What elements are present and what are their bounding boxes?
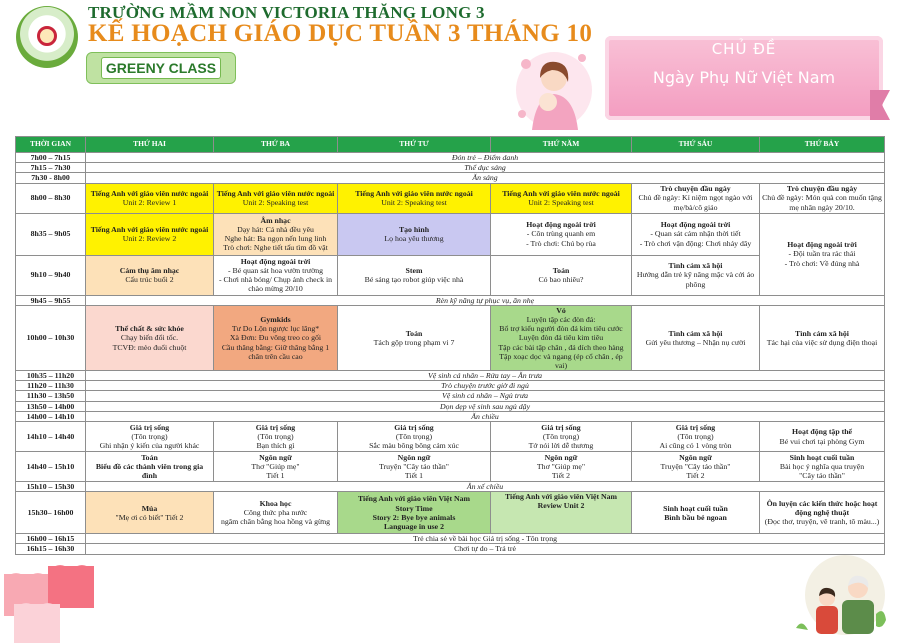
- activity-title: Thể chất & sức khỏe: [115, 324, 184, 334]
- activity-title: Giá trị sống: [129, 422, 170, 432]
- activity-detail: Tập các bài tập chân , đá dích theo hàng: [498, 342, 624, 352]
- table-row: [16, 295, 885, 305]
- routine-cell: Trò chuyện trước giờ đi ngủ: [86, 381, 885, 391]
- activity-detail: Biểu đồ các thành viên trong gia đình: [95, 461, 204, 481]
- activity-cell: [338, 492, 491, 534]
- activity-cell: [338, 255, 491, 295]
- activity-cell: [491, 452, 632, 482]
- activity-detail: ngâm chân bằng hoa hồng và gừng: [220, 517, 331, 527]
- col-header-thursday: THỨ NĂM: [491, 137, 632, 153]
- col-header-time: THỜI GIAN: [16, 137, 86, 153]
- activity-cell: [632, 255, 760, 295]
- activity-detail: Tập xoạc dọc và ngang (ép cổ chân , ép vai): [499, 351, 623, 370]
- time-cell: 7h00 – 7h15: [16, 153, 86, 163]
- activity-cell: [632, 452, 760, 482]
- routine-cell: Ăn chiều: [86, 411, 885, 421]
- time-cell: 9h10 – 9h40: [16, 255, 86, 295]
- activity-title: Tiếng Anh với giáo viên nước ngoài: [90, 224, 209, 234]
- table-row: [16, 482, 885, 492]
- activity-cell: [760, 183, 885, 213]
- table-row: [16, 381, 885, 391]
- activity-title: Cảm thụ âm nhạc: [119, 265, 180, 275]
- activity-cell: [338, 452, 491, 482]
- activity-title: Tiếng Anh với giáo viên nước ngoài: [90, 188, 209, 198]
- activity-title: Gymkids: [260, 314, 291, 324]
- activity-cell: [214, 492, 338, 534]
- table-row: [16, 411, 885, 421]
- activity-title: Giá trị sống: [675, 422, 716, 432]
- activity-detail: Trò chơi: Nghe tiết tấu tìm đồ vật: [223, 243, 328, 253]
- routine-cell: Vệ sinh cá nhân – Ngủ trưa: [86, 391, 885, 401]
- class-badge: [86, 52, 236, 84]
- activity-title: Sinh hoạt cuối tuần: [789, 452, 855, 462]
- activity-detail: - Trò chơi: Về đúng nhà: [784, 258, 860, 268]
- topic-name: Ngày Phụ Nữ Việt Nam: [652, 68, 836, 87]
- activity-cell: [338, 305, 491, 370]
- activity-detail: - Chơi nhà bóng/ Chụp ảnh check in chào mừng 20/10: [218, 275, 333, 294]
- activity-cell: [338, 183, 491, 213]
- activity-title: Ngôn ngữ: [544, 452, 578, 462]
- table-row: [16, 544, 885, 554]
- table-row: [16, 183, 885, 213]
- school-logo: [16, 6, 78, 68]
- time-cell: 16h00 – 16h15: [16, 534, 86, 544]
- activity-cell: [86, 213, 214, 255]
- activity-title: Tiếng Anh với giáo viên nước ngoài: [355, 188, 473, 198]
- banner-ribbon-tail: [870, 90, 890, 120]
- activity-cell: [214, 255, 338, 295]
- activity-detail: Truyện "Cây táo thần": [379, 461, 449, 471]
- activity-title: Tình cảm xã hội: [668, 261, 723, 271]
- activity-detail: Bạn thích gì: [256, 441, 295, 451]
- activity-detail: Truyện "Cây táo thần": [660, 461, 731, 471]
- activity-detail: Ghi nhận ý kiến của người khác: [99, 441, 200, 451]
- activity-title: Hoạt động ngoài trời: [526, 220, 596, 230]
- activity-title: Ngôn ngữ: [679, 452, 712, 462]
- time-cell: 14h00 – 14h10: [16, 411, 86, 421]
- activity-detail: "Cây táo thần": [799, 471, 845, 481]
- table-row: [16, 422, 885, 452]
- activity-detail: Bé vui chơi tại phòng Gym: [779, 436, 865, 446]
- activity-detail: Gửi yêu thương – Nhận nụ cười: [645, 337, 746, 347]
- topic-banner: [605, 36, 883, 120]
- activity-detail: Ai cũng có 1 vòng tròn: [659, 441, 732, 451]
- activity-detail: Bổ trợ kiểu người đòn đá kim tiêu cước: [499, 324, 623, 334]
- activity-cell: [760, 213, 885, 295]
- activity-detail: (Tôn trọng): [677, 431, 714, 441]
- activity-cell: [760, 422, 885, 452]
- activity-title: Giá trị sống: [255, 422, 296, 432]
- activity-cell: [214, 452, 338, 482]
- time-cell: 7h15 – 7h30: [16, 163, 86, 173]
- activity-detail: Cấu trúc buổi 2: [125, 275, 174, 285]
- activity-title: Ngôn ngữ: [259, 452, 292, 462]
- table-row: [16, 305, 885, 370]
- activity-detail: Chủ đề ngày: Kỉ niệm ngọt ngào với mẹ/bà/cô giáo: [638, 193, 753, 212]
- time-cell: 13h50 – 14h00: [16, 401, 86, 411]
- activity-cell: [214, 422, 338, 452]
- col-header-wednesday: THỨ TƯ: [338, 137, 491, 153]
- weekly-schedule-table: [15, 136, 885, 555]
- col-header-monday: THỨ HAI: [86, 137, 214, 153]
- routine-cell: Chơi tự do – Trả trẻ: [86, 544, 885, 554]
- activity-detail: Hướng dẫn trẻ kỹ năng mặc và cởi áo phông: [636, 270, 755, 289]
- activity-title: Sinh hoạt cuối tuần: [663, 503, 728, 513]
- routine-cell: Vệ sinh cá nhân – Rửa tay – Ăn trưa: [86, 371, 885, 381]
- time-cell: 11h20 – 11h30: [16, 381, 86, 391]
- activity-cell: [86, 452, 214, 482]
- activity-detail: Language in use 2: [383, 521, 444, 531]
- grandparent-child-illustration: [790, 540, 890, 640]
- activity-cell: [86, 422, 214, 452]
- activity-cell: [491, 255, 632, 295]
- activity-title: Giá trị sống: [541, 422, 581, 432]
- activity-title: Ngôn ngữ: [397, 452, 431, 462]
- activity-detail: Unit 2: Speaking test: [242, 198, 309, 208]
- activity-cell: [491, 183, 632, 213]
- activity-title: Tạo hình: [398, 224, 430, 234]
- col-header-tuesday: THỨ BA: [214, 137, 338, 153]
- activity-detail: Tư Do Lộn ngược lục lăng*: [231, 324, 320, 334]
- activity-detail: Xà Đơn: Đu võng treo co gối: [229, 333, 322, 343]
- activity-title: Hoạt động ngoài trời: [787, 240, 857, 250]
- activity-title: Toán: [141, 452, 158, 462]
- time-cell: 14h40 – 15h10: [16, 452, 86, 482]
- activity-detail: (Tôn trọng): [542, 431, 580, 441]
- activity-cell: [214, 183, 338, 213]
- activity-cell: [491, 492, 632, 534]
- activity-title: Hoạt động tập thể: [792, 427, 852, 437]
- activity-detail: Chạy biến đổi tốc.: [120, 333, 179, 343]
- activity-detail: Sắc màu bông bông cảm xúc: [369, 441, 459, 451]
- class-name: GREENY CLASS: [101, 57, 221, 79]
- activity-title: Toán: [405, 328, 423, 338]
- activity-cell: [760, 305, 885, 370]
- activity-detail: Unit 2: Review 2: [122, 234, 177, 244]
- activity-detail: Unit 2: Speaking test: [528, 198, 594, 208]
- activity-cell: [760, 452, 885, 482]
- activity-detail: (Đọc thơ, truyện, vẽ tranh, tô màu...): [764, 517, 880, 527]
- activity-cell: [86, 183, 214, 213]
- table-row: [16, 173, 885, 183]
- activity-detail: (Tôn trọng): [131, 431, 168, 441]
- activity-cell: [86, 255, 214, 295]
- activity-cell: [214, 305, 338, 370]
- time-cell: 11h30 – 13h50: [16, 391, 86, 401]
- routine-cell: Ăn xế chiều: [86, 482, 885, 492]
- school-name: TRƯỜNG MẦM NON VICTORIA THĂNG LONG 3: [88, 3, 485, 22]
- activity-title: Tiếng Anh với giáo viên nước ngoài: [502, 188, 620, 198]
- activity-detail: Cầu thăng bằng: Giữ thăng bằng 1 chân trên cầu cao: [221, 342, 330, 361]
- col-header-saturday: THỨ BẢY: [760, 137, 885, 153]
- table-row: [16, 255, 885, 295]
- activity-detail: Story Time: [395, 503, 433, 513]
- activity-detail: Tiết 2: [686, 471, 705, 481]
- activity-title: Trò chuyện đầu ngày: [660, 184, 731, 194]
- table-row: [16, 391, 885, 401]
- activity-detail: - Quan sát cảm nhận thời tiết: [650, 229, 741, 239]
- activity-cell: [491, 422, 632, 452]
- activity-cell: [491, 305, 632, 370]
- activity-cell: [86, 305, 214, 370]
- activity-detail: Chủ đề ngày: Món quà con muốn tặng mẹ nhân ngày 20/10.: [762, 193, 882, 212]
- heart-balloon-icon: [48, 566, 94, 608]
- activity-detail: Bé sáng tạo robot giúp việc nhà: [364, 275, 464, 285]
- activity-detail: Thơ "Giúp mẹ": [536, 461, 586, 471]
- table-row: [16, 213, 885, 255]
- activity-title: Hoạt động ngoài trời: [240, 256, 311, 266]
- page-title: KẾ HOẠCH GIÁO DỤC TUẦN 3 THÁNG 10: [88, 20, 593, 47]
- activity-title: Tiếng Anh với giáo viên nước ngoài: [216, 188, 335, 198]
- logo-emblem-icon: [37, 26, 57, 46]
- activity-detail: Story 2: Bye bye animals: [372, 512, 456, 522]
- time-cell: 16h15 – 16h30: [16, 544, 86, 554]
- activity-detail: Công thức pha nước: [243, 508, 308, 518]
- table-row: [16, 492, 885, 534]
- activity-title: Tiếng Anh với giáo viên Việt Nam: [357, 494, 471, 504]
- activity-detail: Luyện tập các đòn đá:: [526, 314, 596, 324]
- time-cell: 10h35 – 11h20: [16, 371, 86, 381]
- activity-detail: Bài học ý nghĩa qua truyện: [779, 461, 865, 471]
- activity-detail: "Mẹ ơi có biết" Tiết 2: [115, 512, 184, 522]
- time-cell: 15h30– 16h00: [16, 492, 86, 534]
- mother-child-illustration: [512, 44, 596, 132]
- activity-detail: Lọ hoa yêu thương: [384, 234, 444, 244]
- table-row: [16, 153, 885, 163]
- table-row: [16, 371, 885, 381]
- activity-detail: Tớ nói lời dễ thương: [528, 441, 594, 451]
- table-row: [16, 452, 885, 482]
- table-row: [16, 534, 885, 544]
- routine-cell: Trẻ chia sẻ về bài học Giá trị sống - Tôn trọng: [86, 534, 885, 544]
- time-cell: 8h35 – 9h05: [16, 213, 86, 255]
- activity-cell: [632, 422, 760, 452]
- activity-detail: Bình bầu bé ngoan: [664, 512, 727, 522]
- activity-cell: [338, 213, 491, 255]
- activity-cell: [632, 183, 760, 213]
- activity-title: Ôn luyện các kiến thức hoặc hoạt động nghệ thuật: [766, 498, 878, 518]
- activity-cell: [214, 213, 338, 255]
- activity-detail: Thơ "Giúp mẹ": [251, 461, 300, 471]
- activity-detail: Unit 2: Speaking test: [381, 198, 447, 208]
- activity-detail: - Côn trùng quanh em: [526, 229, 596, 239]
- table-row: [16, 401, 885, 411]
- activity-detail: Luyện đòn đá tiêu kim tiêu: [518, 333, 604, 343]
- routine-cell: Thể dục sáng: [86, 163, 885, 173]
- activity-detail: Tiết 1: [404, 471, 424, 481]
- activity-detail: - Đội tuần tra rác thải: [788, 249, 856, 259]
- routine-cell: Rèn kỹ năng tự phục vụ, ăn nhẹ: [86, 295, 885, 305]
- activity-detail: Unit 2: Review 1: [122, 198, 177, 208]
- activity-title: Khoa học: [259, 498, 292, 508]
- activity-detail: TCVĐ: mèo đuổi chuột: [112, 342, 187, 352]
- activity-detail: - Trò chơi: Chú bọ rùa: [526, 238, 596, 248]
- activity-detail: Tác hại của việc sử dụng điện thoại: [766, 337, 878, 347]
- activity-detail: Tiết 1: [266, 471, 285, 481]
- activity-detail: Dạy hát: Cả nhà đều yêu: [237, 224, 314, 234]
- activity-detail: Review Unit 2: [537, 501, 585, 511]
- activity-detail: - Trò chơi vận động: Chơi nhảy dây: [639, 238, 752, 248]
- activity-title: Tiếng Anh với giáo viên Việt Nam: [504, 492, 618, 502]
- time-cell: 15h10 – 15h30: [16, 482, 86, 492]
- activity-cell: [491, 213, 632, 255]
- table-header-row: [16, 137, 885, 153]
- activity-cell: [86, 492, 214, 534]
- activity-cell: [632, 492, 760, 534]
- activity-detail: Tiết 2: [551, 471, 571, 481]
- time-cell: 9h45 – 9h55: [16, 295, 86, 305]
- activity-detail: Nghe hát: Ba ngọn nến lung linh: [224, 234, 327, 244]
- routine-cell: Ăn sáng: [86, 173, 885, 183]
- activity-detail: Tách gộp trong phạm vi 7: [373, 337, 455, 347]
- activity-detail: Có bao nhiêu?: [538, 275, 584, 285]
- activity-title: Vỏ: [556, 305, 566, 315]
- activity-detail: (Tôn trọng): [257, 431, 294, 441]
- activity-cell: [632, 213, 760, 255]
- topic-label: CHỦ ĐỀ: [711, 40, 777, 58]
- activity-title: Múa: [141, 503, 158, 513]
- activity-title: Stem: [405, 265, 423, 275]
- heart-balloon-icon: [14, 604, 60, 643]
- activity-cell: [632, 305, 760, 370]
- activity-detail: - Bé quan sát hoa vườn trường: [227, 265, 324, 275]
- activity-title: Tình cảm xã hội: [795, 328, 849, 338]
- routine-cell: Đón trẻ – Điểm danh: [86, 153, 885, 163]
- col-header-friday: THỨ SÁU: [632, 137, 760, 153]
- time-cell: 10h00 – 10h30: [16, 305, 86, 370]
- activity-cell: [760, 492, 885, 534]
- activity-title: Âm nhạc: [260, 215, 291, 225]
- table-row: [16, 163, 885, 173]
- time-cell: 8h00 – 8h30: [16, 183, 86, 213]
- time-cell: 7h30 - 8h00: [16, 173, 86, 183]
- routine-cell: Dọn dẹp vệ sinh sau ngủ dậy: [86, 401, 885, 411]
- time-cell: 14h10 – 14h40: [16, 422, 86, 452]
- activity-title: Trò chuyện đầu ngày: [786, 184, 858, 194]
- activity-title: Hoạt động ngoài trời: [660, 220, 731, 230]
- activity-detail: (Tôn trọng): [395, 431, 433, 441]
- activity-title: Giá trị sống: [394, 422, 434, 432]
- activity-title: Tình cảm xã hội: [668, 328, 723, 338]
- activity-title: Toán: [552, 265, 570, 275]
- activity-cell: [338, 422, 491, 452]
